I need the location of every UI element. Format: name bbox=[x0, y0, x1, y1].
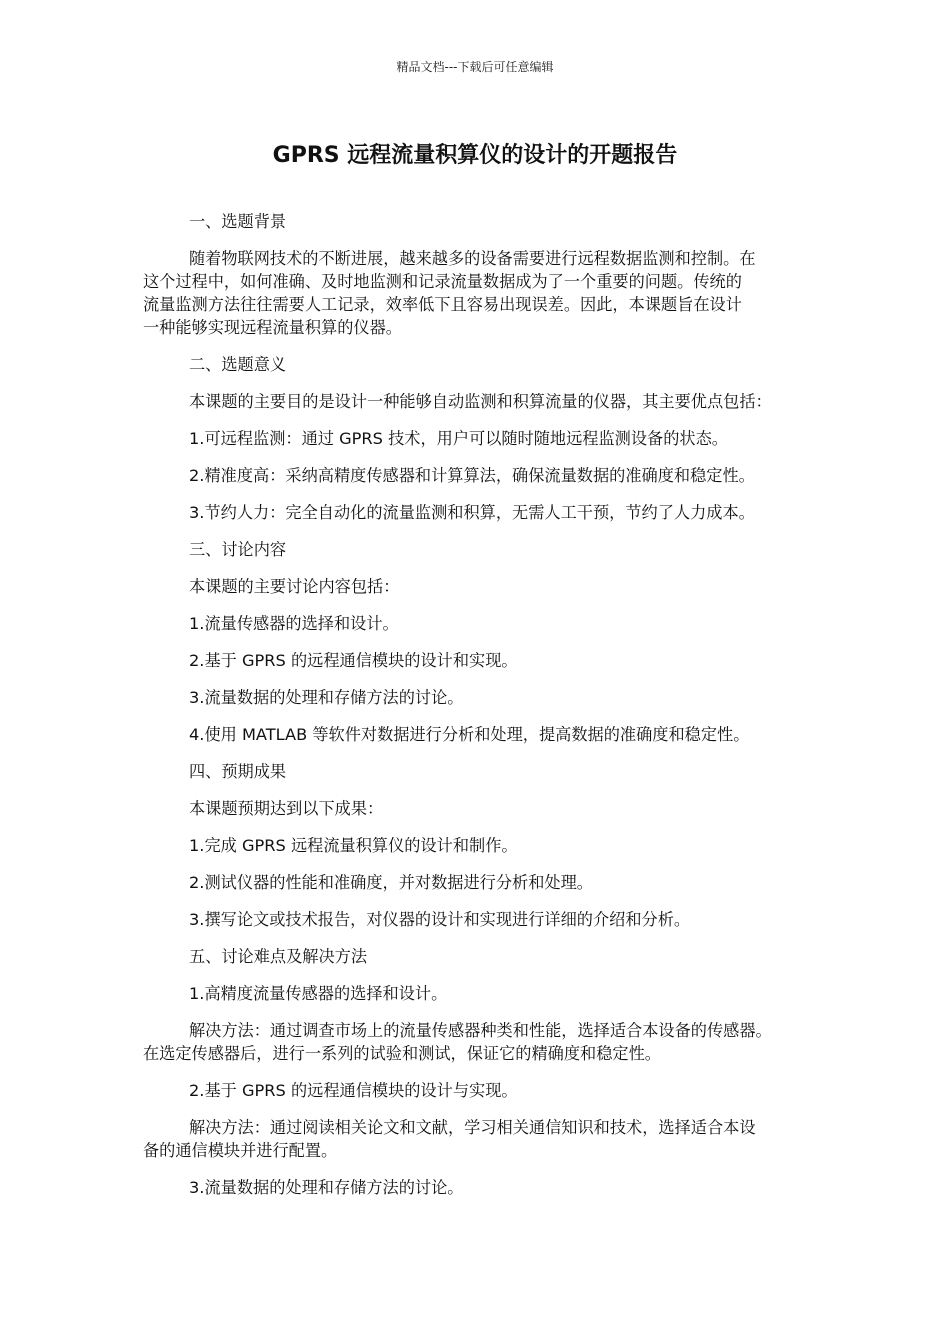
background-paragraph-line: 随着物联网技术的不断进展，越来越多的设备需要进行远程数据监测和控制。在 bbox=[189, 249, 756, 268]
content-item: 4.使用 MATLAB 等软件对数据进行分析和处理，提高数据的准确度和稳定性。 bbox=[189, 725, 750, 744]
difficulty-item: 2.基于 GPRS 的远程通信模块的设计与实现。 bbox=[189, 1081, 518, 1100]
content-intro: 本课题的主要讨论内容包括： bbox=[189, 577, 400, 596]
outcomes-item: 3.撰写论文或技术报告，对仪器的设计和实现进行详细的介绍和分析。 bbox=[189, 910, 691, 929]
solution-line: 解决方法：通过调查市场上的流量传感器种类和性能，选择适合本设备的传感器。 bbox=[189, 1021, 772, 1040]
content-item: 2.基于 GPRS 的远程通信模块的设计和实现。 bbox=[189, 651, 518, 670]
background-paragraph-line: 一种能够实现远程流量积算的仪器。 bbox=[143, 318, 402, 337]
significance-item: 3.节约人力：完全自动化的流量监测和积算，无需人工干预，节约了人力成本。 bbox=[189, 503, 755, 522]
solution-line: 在选定传感器后，进行一系列的试验和测试，保证它的精确度和稳定性。 bbox=[143, 1044, 661, 1063]
background-paragraph-line: 这个过程中，如何准确、及时地监测和记录流量数据成为了一个重要的问题。传统的 bbox=[143, 272, 742, 291]
solution-line: 解决方法：通过阅读相关论文和文献，学习相关通信知识和技术，选择适合本设 bbox=[189, 1118, 756, 1137]
outcomes-item: 1.完成 GPRS 远程流量积算仪的设计和制作。 bbox=[189, 836, 518, 855]
solution-line: 备的通信模块并进行配置。 bbox=[143, 1141, 338, 1160]
significance-item: 2.精准度高：采纳高精度传感器和计算算法，确保流量数据的准确度和稳定性。 bbox=[189, 466, 755, 485]
content-item: 3.流量数据的处理和存储方法的讨论。 bbox=[189, 688, 464, 707]
document-title: GPRS 远程流量积算仪的设计的开题报告 bbox=[272, 143, 678, 168]
section-heading-outcomes: 四、预期成果 bbox=[189, 762, 287, 781]
document-body bbox=[143, 210, 815, 1199]
difficulty-item: 1.高精度流量传感器的选择和设计。 bbox=[189, 984, 448, 1003]
significance-intro: 本课题的主要目的是设计一种能够自动监测和积算流量的仪器，其主要优点包括： bbox=[189, 392, 772, 411]
section-heading-difficulties: 五、讨论难点及解决方法 bbox=[189, 947, 368, 966]
significance-item: 1.可远程监测：通过 GPRS 技术，用户可以随时随地远程监测设备的状态。 bbox=[189, 429, 728, 448]
section-heading-content: 三、讨论内容 bbox=[189, 540, 287, 559]
outcomes-intro: 本课题预期达到以下成果： bbox=[189, 799, 384, 818]
section-heading-background: 一、选题背景 bbox=[189, 212, 287, 231]
background-paragraph-line: 流量监测方法往往需要人工记录，效率低下且容易出现误差。因此，本课题旨在设计 bbox=[143, 295, 742, 314]
outcomes-item: 2.测试仪器的性能和准确度，并对数据进行分析和处理。 bbox=[189, 873, 593, 892]
section-heading-significance: 二、选题意义 bbox=[189, 355, 287, 374]
content-item: 1.流量传感器的选择和设计。 bbox=[189, 614, 399, 633]
header-note: 精品文档---下载后可任意编辑 bbox=[396, 60, 554, 74]
difficulty-item: 3.流量数据的处理和存储方法的讨论。 bbox=[189, 1178, 464, 1197]
